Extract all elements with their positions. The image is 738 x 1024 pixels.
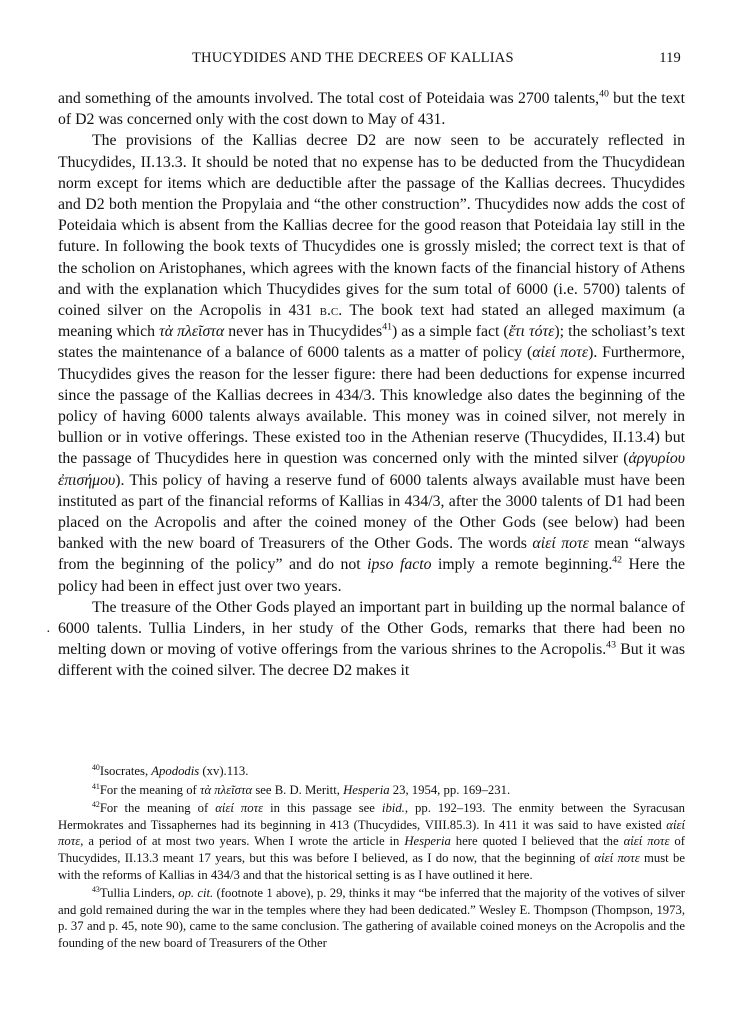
paragraph-1: [58, 88, 685, 130]
text-run: mean “always from the beginning of the policy” and do not: [58, 535, 686, 574]
work-title: Apododis: [151, 764, 200, 778]
footnote-number: 41: [92, 781, 100, 791]
text-run: The book text had stated an alleged maximum (a meaning which: [58, 302, 685, 341]
footnote-41: [58, 782, 685, 799]
greek-phrase: ἔτι τότε: [508, 323, 555, 341]
footnote-number: 40: [92, 762, 100, 772]
greek-phrase: αἰεί ποτε: [58, 817, 685, 849]
greek-phrase: τὰ πλεῖστα: [199, 782, 253, 797]
margin-mark: ·: [46, 625, 51, 640]
page-number: 119: [659, 50, 681, 66]
greek-phrase: αἰεί ποτε: [215, 801, 264, 816]
footnote-43: [58, 885, 685, 951]
footnotes: [58, 763, 685, 954]
footnote-40: [58, 763, 685, 780]
paragraph-2: [58, 130, 685, 596]
citation: VIII.85.3: [424, 817, 472, 832]
text-run: ). In 411 it was said to have existed: [471, 817, 667, 832]
greek-phrase: αἰεί ποτε: [594, 850, 640, 865]
text-run: ). This policy of having a reserve fund of 6000 talents always available must have been instituted as part of the financial reforms of Kallias in 434/3, after the 3000 talents of D1 had been placed on the Acropolis and after the coined money of the Other Gods (see below) had been banked with the new board of Treasurers of the Other Gods. The words: [58, 471, 685, 553]
text-run: Tullia Linders,: [99, 886, 179, 901]
text-run: , pp. 192–193. The enmity between the Syracusan Hermokrates and Tissaphernes had its beginning in 413 (Thucydides,: [58, 801, 685, 832]
text-run: (footnote 1 above), p. 29, thinks it may “be inferred that the majority of the votives of silver and gold remained during the war in the temples where they had been dedicated.” Wesley E. Thompson (Thompson, 1973, p. 37 and p. 45, note 90), came to the same conclusion. The gathering of available coined moneys on the Acropolis and the founding of the new board of Treasurers of the Other: [58, 886, 685, 950]
text-run: For the meaning of: [99, 801, 216, 816]
paragraph-3: [58, 597, 685, 682]
text-run: imply a remote beginning.: [431, 556, 613, 574]
text-run: in this passage see: [263, 801, 382, 816]
footnote-number: 43: [92, 884, 100, 894]
running-header: [58, 50, 685, 72]
running-title: THUCYDIDES AND THE DECREES OF KALLIAS: [192, 50, 514, 66]
latin-abbrev: op. cit.: [178, 886, 214, 901]
journal-title: Hesperia: [343, 782, 390, 797]
footnote-42: [58, 800, 685, 883]
text-run: The provisions of the Kallias decree D2 are now seen to be accurately reflected in Thucydides,: [58, 132, 685, 171]
greek-phrase: ἀργυρίου ἐπισήμου: [58, 450, 685, 489]
text-run: ); the scholiast’s text states the maintenance of a balance of 6000 talents as a matter of policy (: [58, 323, 685, 362]
footnote-number: 42: [92, 799, 100, 809]
text-run: ). Furthermore, Thucydides gives the reason for the lesser figure: there had been deductions for expense incurred since the passage of the Kallias decrees in 434/3. This knowledge also dates the beginning of the policy of having 6000 talents always available. This money was in coined silver, not merely in bullion or in votive offerings. These existed too in the Athenian reserve (Thucydides,: [58, 344, 685, 447]
citation: II.13.3: [124, 850, 159, 865]
text-run: Isocrates,: [99, 764, 152, 778]
era-abbrev: b.c.: [319, 302, 343, 320]
text-run: here quoted I believed that the: [450, 834, 624, 849]
text-run: of Thucydides,: [58, 834, 686, 865]
footnote-ref-41: 41: [382, 321, 392, 333]
text-run: (xv).113.: [199, 764, 249, 778]
greek-phrase: αἰεί ποτε: [532, 344, 589, 362]
text-run: . It should be noted that no expense has to be deducted from the Thucydidean norm except for items which are deductible after the passage of the Kallias decrees. Thucydides and D2 both mention the Propylaia and “the other construction”. Thucydides now adds the cost of Poteidaia which is absent from the Kallias decree for the good reason that Poteidaia lay still in the future. In following the book texts of Thucydides one is grossly misled; the correct text is that of the scholion on Aristophanes, which agrees with the known facts of the financial history of Athens and with the explanation which Thucydides gives for the sum total of 6000 (i.e. 5700) talents of coined silver on the Acropolis in 431: [58, 153, 685, 320]
greek-phrase: τὰ πλεῖστα: [159, 323, 225, 341]
text-run: 23, 1954, pp. 169–231.: [389, 782, 511, 797]
text-run: must be with the reforms of Kallias in 434/3 and that the historical setting is as I have outlined it here.: [58, 850, 685, 882]
text-run: , a period of at most two years. When I wrote the article in: [80, 834, 405, 849]
text-run: The treasure of the Other Gods played an important part in building up the normal balance of 6000 talents. Tullia Linders, in her study of the Other Gods, remarks that there had been no melting down or moving of votive offerings from the various shrines to the Acropolis.: [58, 598, 685, 659]
main-text: [58, 88, 685, 682]
footnote-ref-42: 42: [612, 555, 623, 567]
latin-abbrev: ibid.: [381, 801, 405, 816]
footnote-ref-43: 43: [606, 640, 616, 652]
citation: II.13.3: [140, 153, 183, 171]
latin-phrase: ipso facto: [367, 556, 432, 574]
text-run: But it was different with the coined silver. The decree D2 makes it: [58, 641, 685, 680]
text-run: ) but the passage of Thucydides here in question was concerned only with the minted silver (: [58, 429, 685, 468]
text-run: Here the policy had been in effect just over two years.: [58, 556, 685, 595]
text-run: see B. D. Meritt,: [252, 782, 344, 797]
text-run: never has in Thucydides: [224, 323, 383, 341]
text-run: and something of the amounts involved. The total cost of Poteidaia was 2700 talents,: [58, 90, 600, 107]
citation: II.13.4: [612, 429, 655, 447]
text-run: ) as a simple fact (: [391, 323, 509, 341]
text-run: For the meaning of: [99, 782, 200, 797]
footnote-ref-40: 40: [599, 88, 609, 100]
journal-title: Hesperia: [404, 834, 451, 849]
text-run: meant 17 years, but this was before I believed, as I do now, that the beginning of: [158, 850, 595, 865]
greek-phrase: αἰεί ποτε: [532, 535, 589, 553]
text-run: but the text of D2 was concerned only with the cost down to May of 431.: [58, 90, 685, 129]
greek-phrase: αἰεί ποτε: [623, 834, 670, 849]
